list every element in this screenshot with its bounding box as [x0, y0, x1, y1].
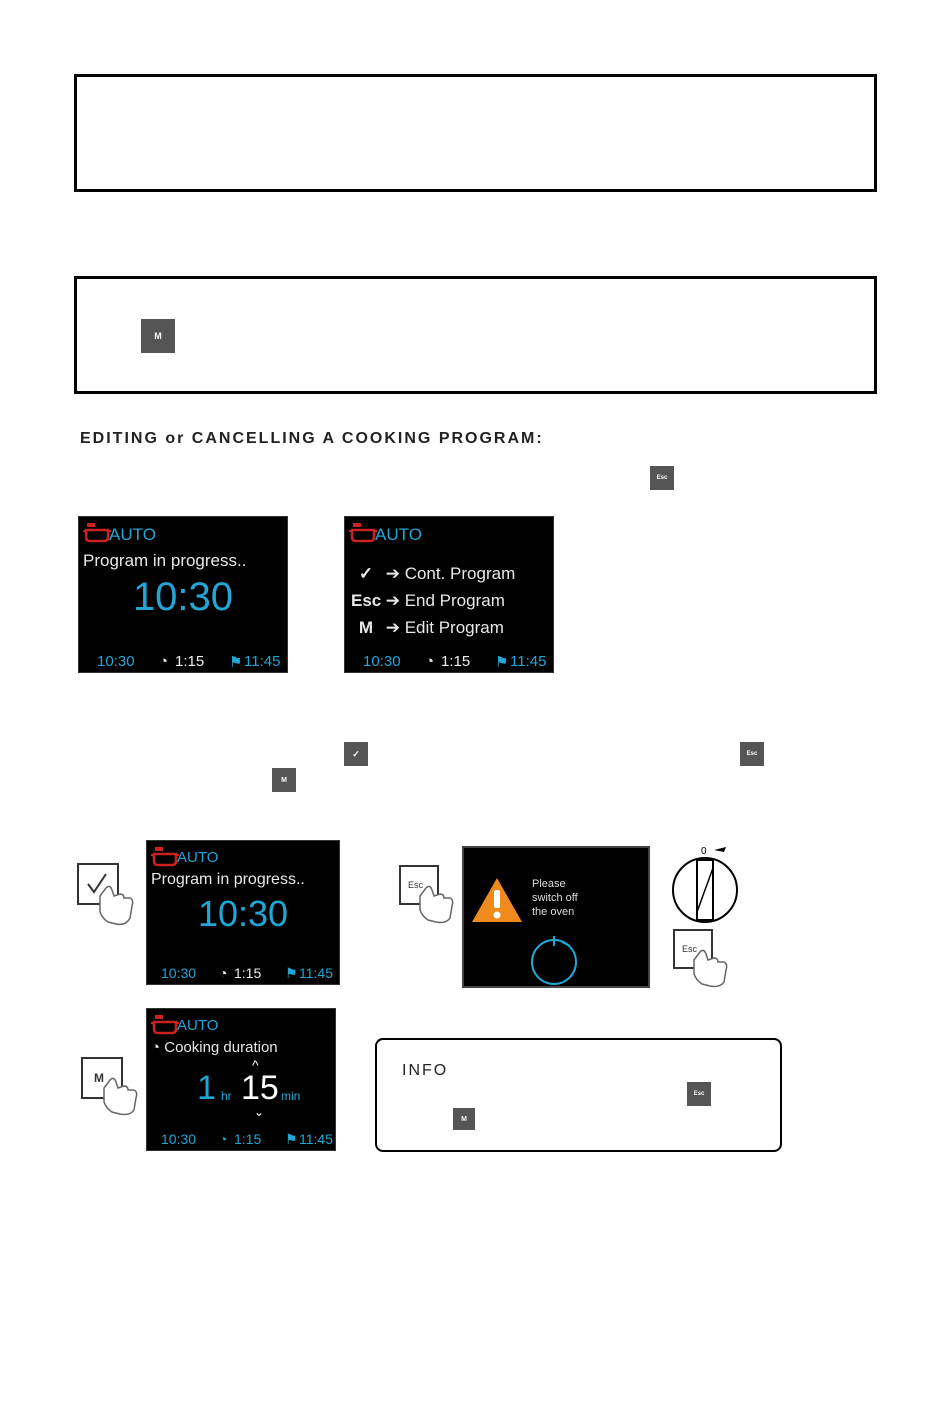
duration: 1:15 [234, 1131, 262, 1147]
warning-line-2: switch off [532, 892, 578, 904]
m-key-icon: M [453, 1108, 475, 1130]
mode-label: AUTO [177, 1017, 219, 1034]
arrow-icon: ➔ [385, 591, 405, 610]
flag-icon: ⚑ [285, 1131, 298, 1147]
esc-key-icon: Esc [740, 742, 764, 766]
menu-item-continue [351, 564, 515, 584]
m-key-press-icon [80, 1056, 142, 1118]
minutes-value: 15 [241, 1069, 279, 1107]
menu-key: M [358, 618, 374, 637]
checkmark-icon: ✓ [358, 564, 374, 583]
menu-label: End Program [404, 591, 505, 610]
oven-pot-icon [83, 521, 111, 543]
oven-display-edit-duration [146, 1008, 336, 1151]
menu-label: Edit Program [404, 618, 504, 637]
arrow-icon: ➔ [385, 564, 405, 583]
flag-icon: ⚑ [229, 654, 243, 671]
svg-text:M: M [94, 1071, 104, 1085]
flag-icon: ⚑ [495, 654, 509, 671]
status-message: Program in progress.. [83, 551, 247, 570]
duration-title: Cooking duration [164, 1039, 278, 1056]
up-arrow-icon: ^ [252, 1057, 259, 1073]
oven-pot-icon [151, 1013, 179, 1035]
duration-icon: ◔ [219, 1131, 228, 1147]
oven-display-continued [146, 840, 340, 985]
m-key-icon: M [141, 319, 175, 353]
flag-icon: ⚑ [285, 965, 298, 981]
status-bar [79, 653, 287, 671]
end-time: 11:45 [299, 965, 333, 981]
clock-time: 10:30 [132, 575, 234, 619]
clock-time: 10:30 [197, 893, 289, 934]
esc-key-icon: Esc [687, 1082, 711, 1106]
duration-label [151, 1039, 278, 1056]
section-heading: EDITING or CANCELLING A COOKING PROGRAM: [80, 430, 544, 447]
info-title: INFO [402, 1062, 449, 1079]
esc-key-icon: Esc [650, 466, 674, 490]
menu-item-edit [351, 618, 504, 638]
arrow-icon: ➔ [385, 618, 405, 637]
confirm-key-icon: ✓ [344, 742, 368, 766]
menu-label: Cont. Program [404, 564, 516, 583]
notice-box-top [74, 74, 877, 192]
confirm-key-press-icon [76, 862, 138, 928]
menu-item-end [351, 591, 505, 611]
end-time: 11:45 [299, 1131, 333, 1147]
m-key-icon: M [272, 768, 296, 792]
minutes-unit: min [281, 1089, 301, 1103]
duration-icon: ◔ [425, 653, 435, 670]
hours-unit: hr [221, 1089, 232, 1103]
warning-line-1: Please [532, 878, 566, 890]
mode-label: AUTO [177, 849, 219, 866]
oven-pot-icon [349, 521, 377, 543]
start-time: 10:30 [97, 653, 135, 670]
status-message: Program in progress.. [151, 871, 305, 888]
end-time: 11:45 [510, 653, 547, 670]
svg-text:Esc: Esc [682, 944, 698, 954]
start-time: 10:30 [161, 1131, 197, 1147]
warning-display [462, 846, 650, 988]
status-bar [345, 653, 553, 671]
hours-value: 1 [197, 1069, 216, 1107]
mode-label: AUTO [109, 525, 156, 544]
duration-icon: ◔ [219, 965, 228, 981]
duration-icon: ◔ [151, 1039, 165, 1056]
oven-display-program [78, 516, 288, 673]
oven-knob-icon [668, 842, 744, 926]
esc-key-press-icon [398, 864, 454, 926]
oven-display-menu [344, 516, 554, 673]
notice-box-menu [74, 276, 877, 394]
warning-icon [470, 876, 524, 924]
power-knob-icon [526, 934, 582, 986]
mode-label: AUTO [375, 525, 422, 544]
svg-text:Esc: Esc [408, 880, 424, 890]
end-time: 11:45 [244, 653, 281, 670]
duration: 1:15 [441, 653, 471, 670]
duration-icon: ◔ [159, 653, 169, 670]
duration: 1:15 [175, 653, 205, 670]
start-time: 10:30 [161, 965, 197, 981]
info-box [375, 1038, 782, 1152]
svg-text:0: 0 [701, 846, 707, 857]
warning-line-3: the oven [532, 906, 575, 918]
esc-key-press-icon [672, 928, 730, 990]
start-time: 10:30 [363, 653, 401, 670]
oven-pot-icon [151, 845, 179, 867]
duration: 1:15 [234, 965, 262, 981]
menu-key: Esc [351, 591, 382, 610]
down-arrow-icon: ⌄ [254, 1105, 265, 1119]
status-bar [147, 1131, 335, 1149]
status-bar [147, 965, 339, 983]
